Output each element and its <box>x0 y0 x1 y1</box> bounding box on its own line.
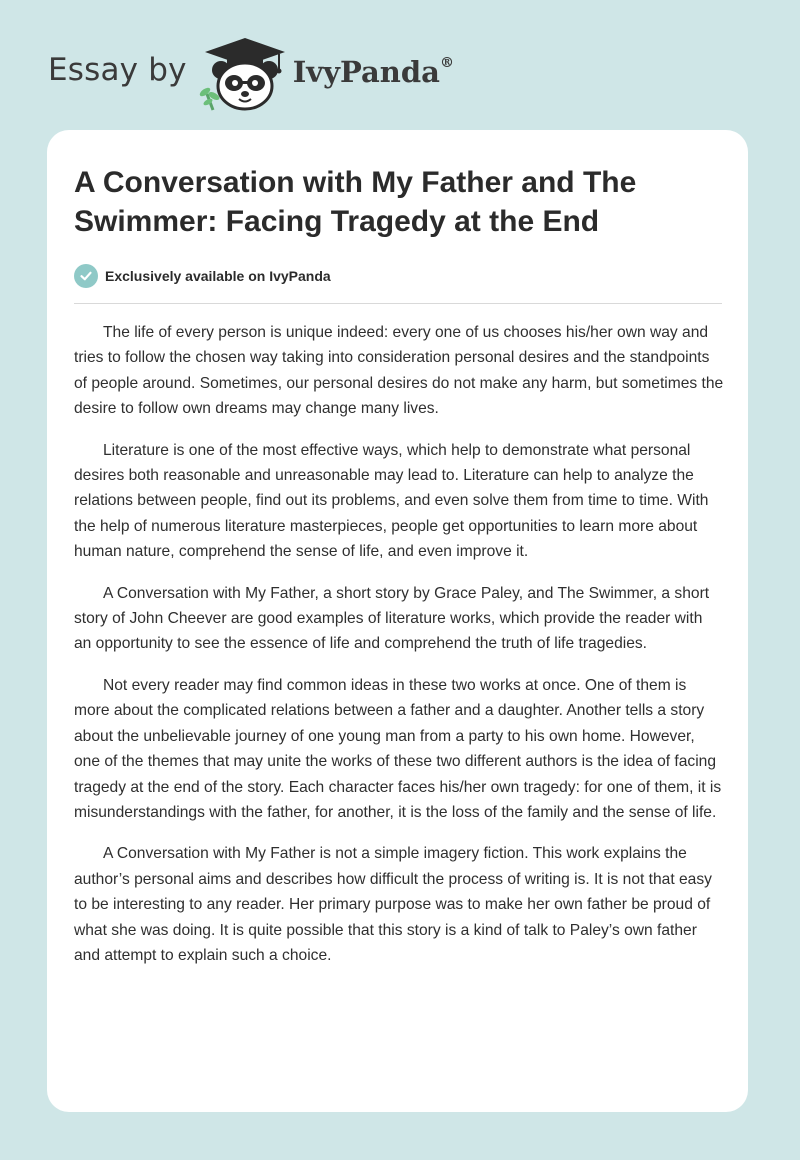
registered-mark: ® <box>439 55 454 72</box>
brand-prefix: Essay by <box>48 52 187 88</box>
paragraph: A Conversation with My Father, a short story by Grace Paley, and The Swimmer, a short story of John Cheever are good examples of literature works, which provide the reader with an opportunity to see the essence of life and comprehend the truth of life tragedies. <box>74 584 710 653</box>
panda-graduate-icon[interactable] <box>199 36 291 112</box>
check-icon <box>74 264 98 288</box>
paragraph: Not every reader may find common ideas in these two works at once. One of them is more about the complicated relations between a father and a daughter. Another tells a story about the unbelievable journey of one young man from a party to his own home. However, one of the themes that may unite the works of these two different authors is the idea of facing tragedy at the end of the story. Each character faces his/her own tragedy: for one of them, it is misunderstandings with the father, for another, it is the loss of the family and the sense of life. <box>74 676 722 821</box>
paragraph: The life of every person is unique indeed: every one of us chooses his/her own way and tries to follow the chosen way taking into consideration personal desires and the standpoints of people around. Sometimes, our personal desires do not make any harm, but sometimes the desire to follow own dreams may change many lives. <box>74 324 724 418</box>
essay-body <box>74 320 724 984</box>
essay-title: A Conversation with My Father and The Swimmer: Facing Tragedy at the End <box>74 166 637 238</box>
exclusive-badge <box>74 264 331 288</box>
paragraph: A Conversation with My Father is not a simple imagery fiction. This work explains the author’s personal aims and describes how difficult the process of writing is. It is not that easy to be interesting to any reader. Her primary purpose was to make her own father be proud of what she was doing. It is quite possible that this story is a kind of talk to Paley’s own father and attempt to explain such a choice. <box>74 845 712 964</box>
divider <box>74 303 722 304</box>
badge-text: Exclusively available on IvyPanda <box>105 268 331 284</box>
paragraph: Literature is one of the most effective ways, which help to demonstrate what personal desires both reasonable and unreasonable may lead to. Literature can help to analyze the relations between people, find out its problems, and even solve them from time to time. With the help of numerous literature masterpieces, people get opportunities to learn more about human nature, comprehend the sense of life, and even improve it. <box>74 441 709 561</box>
site-header <box>48 36 454 112</box>
essay-card <box>47 130 748 1112</box>
brand-name[interactable]: IvyPanda® <box>292 55 454 89</box>
